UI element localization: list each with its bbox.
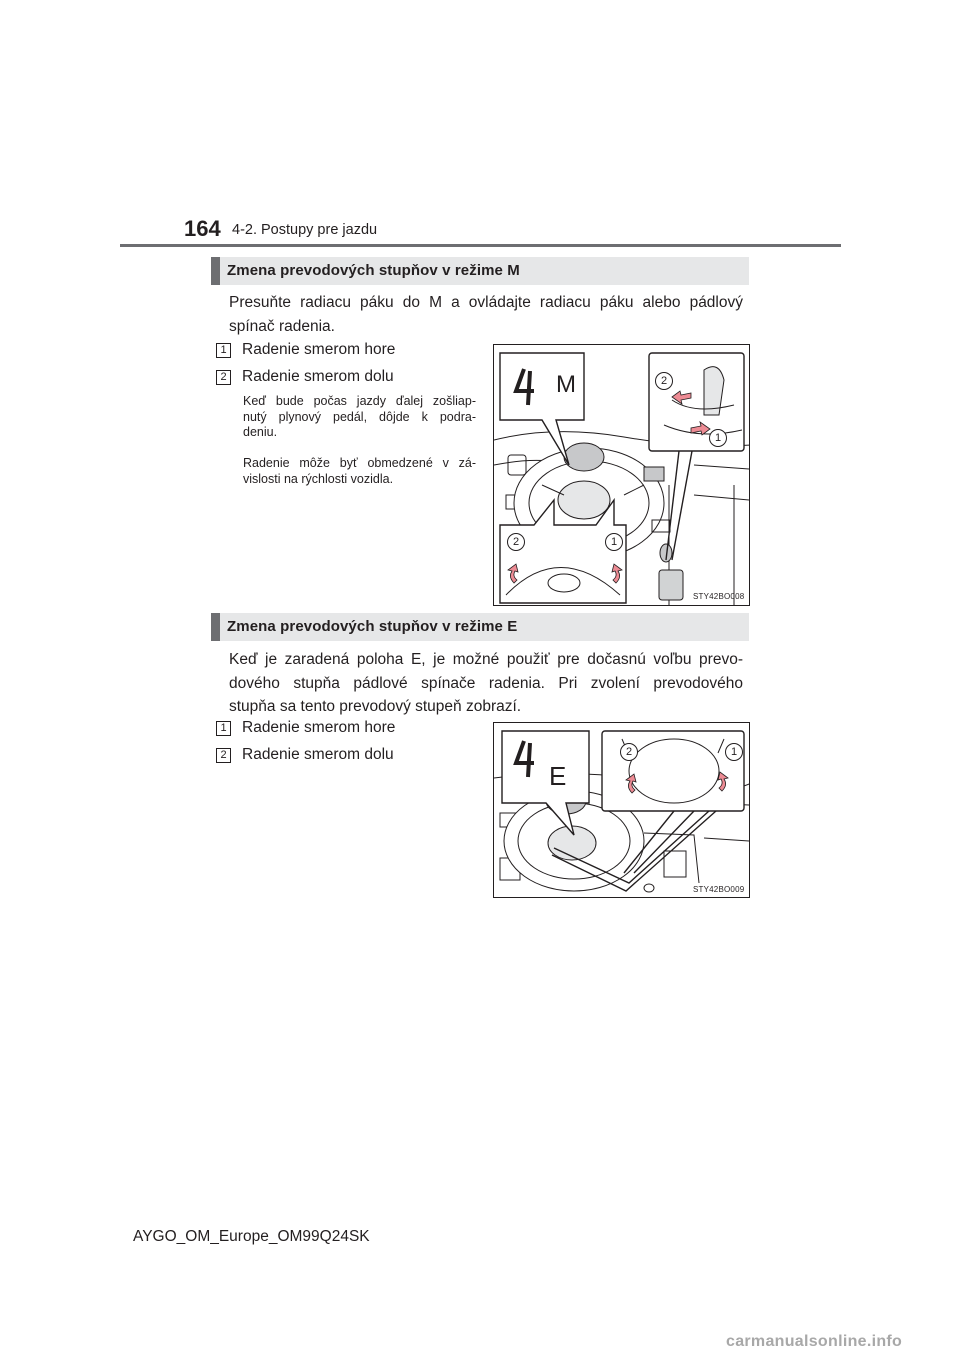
callout-badge: 2 xyxy=(655,372,673,390)
section-title-m: Zmena prevodových stupňov v režime M xyxy=(227,262,520,279)
list-item-label: Radenie smerom hore xyxy=(242,719,396,736)
intro-m-line2: spínač radenia. xyxy=(229,317,335,335)
list-item-label: Radenie smerom dolu xyxy=(242,746,394,763)
intro-paragraph-e xyxy=(229,648,743,719)
note-line: vislosti na rýchlosti vozidla. xyxy=(243,471,394,486)
callout-badge: 2 xyxy=(507,533,525,551)
running-head: 4-2. Postupy pre jazdu xyxy=(232,222,378,238)
intro-e-line1: Keď je zaradená poloha E, je možné použiť pre dočasnú voľbu prevo- xyxy=(229,651,743,668)
section-heading-e xyxy=(211,613,749,641)
intro-paragraph-m xyxy=(229,291,743,338)
section-title-e: Zmena prevodových stupňov v režime E xyxy=(227,618,518,635)
callout-number-badge: 2 xyxy=(216,748,231,763)
watermark: carmanualsonline.info xyxy=(726,1333,903,1350)
header-rule xyxy=(120,244,841,247)
figure-e-mode-illustration xyxy=(493,722,750,898)
note-line: deniu. xyxy=(243,425,278,439)
section-heading-m xyxy=(211,257,749,285)
callout-number-badge: 1 xyxy=(216,343,231,358)
note-line: nutý plynový pedál, dôjde k podra- xyxy=(243,409,476,424)
callout-number-badge: 1 xyxy=(216,721,231,736)
callout-badge: 1 xyxy=(725,743,743,761)
section-accent xyxy=(211,613,220,641)
list-item-label: Radenie smerom dolu xyxy=(242,368,394,385)
footer-doc-id: AYGO_OM_Europe_OM99Q24SK xyxy=(133,1228,370,1245)
dashboard-illustration-m xyxy=(494,345,750,606)
intro-e-line2: dového stupňa pádlové spínače radenia. Pri zvolení prevodového xyxy=(229,674,743,692)
callout-badge: 2 xyxy=(620,743,638,761)
gear-letter: E xyxy=(549,761,567,791)
section-accent xyxy=(211,257,220,285)
intro-e-line3: stupňa sa tento prevodový stupeň zobrazí. xyxy=(229,698,522,715)
intro-m-line1: Presuňte radiacu páku do M a ovládajte radiacu páku alebo pádlový xyxy=(229,294,743,311)
callout-badge: 1 xyxy=(605,533,623,551)
page-number: 164 xyxy=(184,216,221,241)
figure-code: STY42BO009 xyxy=(693,885,745,894)
note-line: Radenie môže byť obmedzené v zá- xyxy=(243,456,476,470)
gear-letter: M xyxy=(556,371,576,398)
note-line: Keď bude počas jazdy ďalej zošliap- xyxy=(243,394,476,408)
note-m-1 xyxy=(243,394,476,441)
callout-number-badge: 2 xyxy=(216,370,231,385)
list-item-label: Radenie smerom hore xyxy=(242,341,396,358)
figure-m-mode-illustration xyxy=(493,344,750,606)
callout-badge: 1 xyxy=(709,429,727,447)
note-m-2 xyxy=(243,456,476,487)
figure-code: STY42BO008 xyxy=(693,592,745,601)
